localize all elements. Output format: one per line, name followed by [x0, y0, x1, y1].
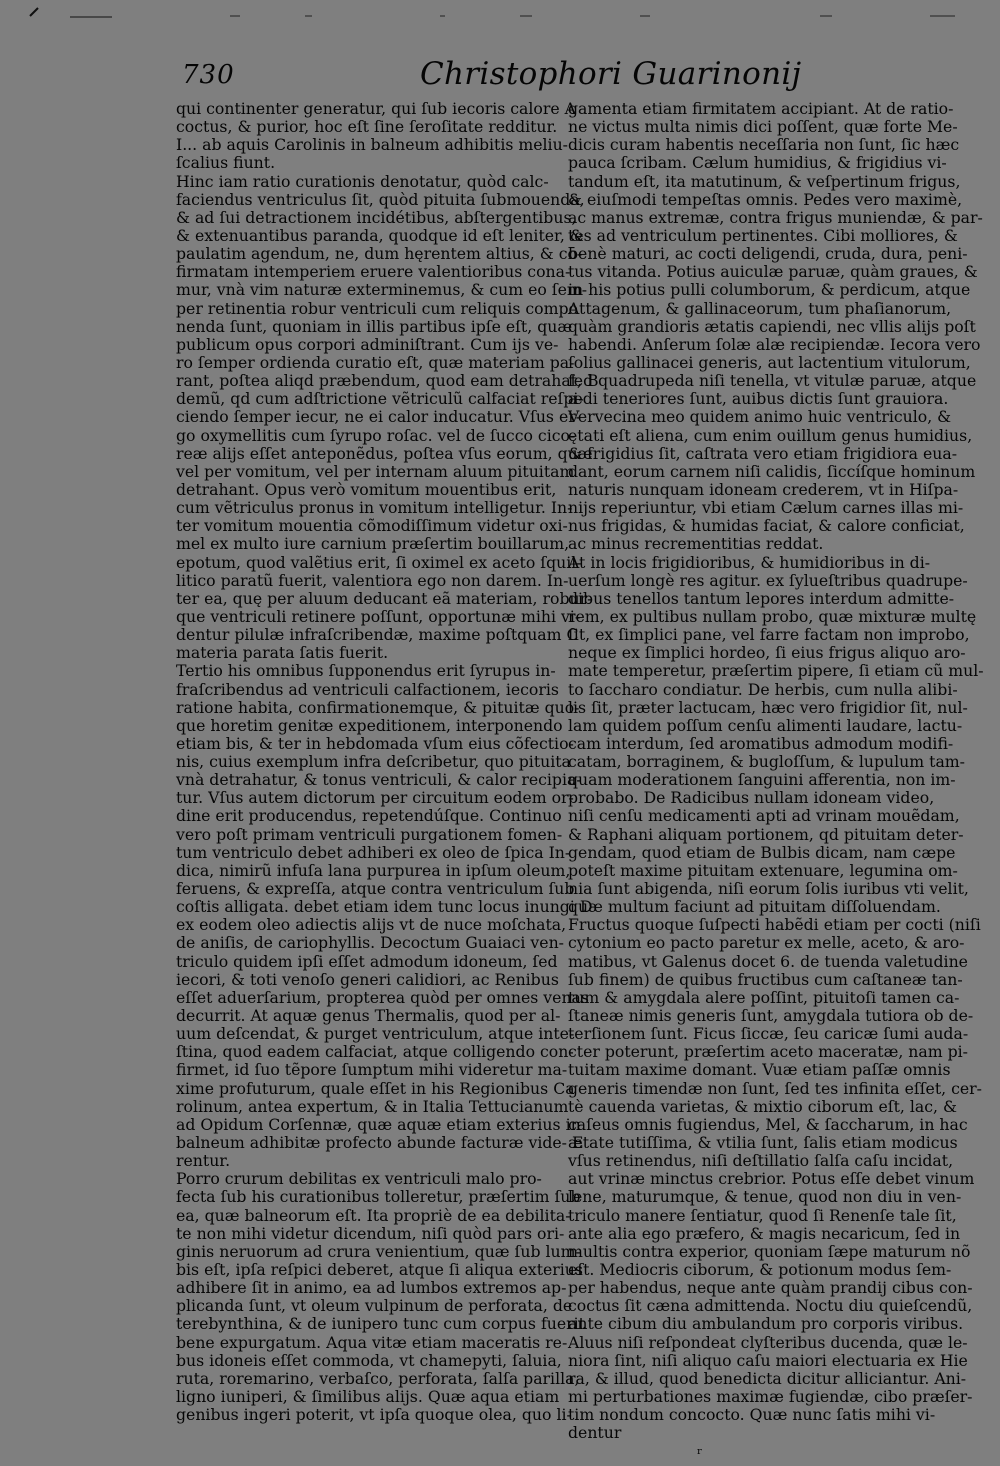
text-line: paulatim agendum, ne, dum hęrentem altius, & cō-	[176, 244, 583, 264]
text-line: ſtaneæ nimis generis ſunt, amygdala tutiora ob de-	[568, 1006, 974, 1026]
text-line: ratione habita, confirmationemque, & pituitæ quo-	[176, 697, 580, 717]
text-line: quam moderationem ſanguini afferentia, non im-	[568, 770, 956, 790]
text-line: adhibere ſit in animo, ea ad lumbos extremos ap-	[176, 1278, 567, 1298]
text-line: pauca ſcribam. Cælum humidius, & frigidius vi-	[568, 153, 947, 173]
text-line: ginis neruorum ad crura venientium, quæ ſub lum-	[176, 1241, 581, 1261]
text-line: tur. Vſus autem dictorum per circuitum eodem or-	[176, 788, 574, 808]
running-head	[0, 50, 1000, 100]
text-line: ruta, roremarino, verbaſco, perforata, ſalſa parilla,	[176, 1368, 580, 1388]
text-line: Attagenum, & gallinaceorum, tum phaſianorum,	[568, 298, 952, 318]
text-line: faciendus ventriculus ſit, quòd pituita ſubmouenda,	[176, 189, 585, 209]
text-line: publicum opus corpori adminiſtrant. Cum ijs ve-	[176, 334, 559, 354]
text-line: probabo. De Radicibus nullam idoneam video,	[568, 788, 935, 808]
text-line: poteſt maxime pituitam extenuare, legumina om-	[568, 860, 958, 880]
text-line: ligno iuniperi, & ſimilibus alijs. Quæ aqua etiam	[176, 1386, 560, 1406]
text-line: tandum eſt, ita matutinum, & veſpertinum frigus,	[568, 171, 961, 191]
left-text-column	[176, 99, 599, 1425]
text-line: niora ſint, niſi aliquo caſu maiori electuaria ex Hie	[568, 1350, 968, 1370]
text-line: benè maturi, ac cocti deligendi, cruda, dura, peni-	[568, 244, 968, 264]
text-line: per retinentia robur ventriculi cum reliquis compo	[176, 298, 578, 318]
text-line: per habendus, neque ante quàm prandij cibus con-	[568, 1278, 973, 1298]
text-line: ętati eſt aliena, cum enim ouillum genus humidius,	[568, 425, 973, 445]
text-line: dibus tenellos tantum lepores interdum admitte-	[568, 588, 955, 608]
text-line: triculo quidem ipſi eſſet admodum idoneum, ſed	[176, 951, 558, 971]
text-line: matibus, vt Galenus docet 6. de tuenda valetudine	[568, 951, 968, 971]
text-line: tè cauenda varietas, & mixtio ciborum eſt, lac, &	[568, 1096, 957, 1116]
text-line: ſed quadrupeda niſi tenella, vt vitulæ paruæ, atque	[568, 371, 977, 391]
text-line: detrahant. Opus verò vomitum mouentibus erit,	[176, 479, 557, 499]
text-line: mi perturbationes maximæ fugiendæ, cibo præſer-	[568, 1386, 973, 1406]
text-line: ter ea, quę per aluum deducant eã materiam, robur-	[176, 588, 593, 608]
text-line: eſt. Mediocris ciborum, & potionum modus ſem-	[568, 1260, 952, 1279]
text-line: dicis curam habentis neceſſaria non ſunt, ſic hæc	[568, 135, 960, 155]
text-line: quæ multum faciunt ad pituitam diſſoluendam.	[568, 897, 941, 917]
text-line: fecta ſub his curationibus tolleretur, præſertim ſub	[176, 1187, 581, 1207]
text-line: firmet, id ſuo tẽpore ſumptum mihi videretur ma-	[176, 1060, 568, 1080]
scan-artifact-mark: ʳ	[697, 1444, 703, 1463]
text-line: tuitam maxime domant. Vuæ etiam paſſæ omnis	[568, 1060, 951, 1080]
scan-artifact-marks	[0, 0, 1000, 40]
text-line: qui continenter generatur, qui ſub iecoris calore A	[176, 99, 576, 118]
text-line: demũ, qd cum adſtrictione vẽtriculũ calfaciat reſpi-	[176, 389, 584, 409]
text-line: balneum adhibitæ profecto abunde facturæ vide- E	[176, 1133, 584, 1153]
text-line: gendam, quod etiam de Bulbis dicam, nam cæpe	[568, 842, 956, 862]
text-line: nis, cuius exemplum infra deſcribetur, quo pituita	[176, 752, 571, 772]
text-line: neque ex ſimplici hordeo, ſi eius frigus aliquo aro-	[568, 643, 966, 663]
text-line: dica, nimirũ infuſa lana purpurea in ipſum oleum,	[176, 860, 571, 880]
text-line: ac minus recrementitias reddat.	[568, 534, 824, 554]
running-title: Christophori Guarinonij	[420, 56, 802, 92]
text-line: in his potius pulli columborum, & perdicum, atque	[568, 280, 971, 300]
text-line: At in locis frigidioribus, & humidioribus in di-	[568, 552, 931, 572]
text-line: que ventriculi retinere poſſunt, opportunæ mihi vi-	[176, 606, 581, 626]
text-line: terſionem ſunt. Ficus ſiccæ, ſeu caricæ ſumi auda-	[568, 1024, 969, 1044]
text-line: dine erit producendus, repetendúſque. Continuo	[176, 806, 562, 826]
text-line: caſeus omnis fugiendus, Mel, & ſaccharum, in hac	[568, 1114, 968, 1134]
text-line: fraſcribendus ad ventriculi calfactionem, iecoris	[176, 679, 559, 699]
text-line: ſtina, quod eadem calfaciat, atque colligendo con-	[176, 1042, 574, 1062]
text-line: naturis nunquam idoneam crederem, vt in Hiſpa-	[568, 479, 959, 499]
text-line: habendi. Anſerum ſolæ alæ recipiendæ. Iecora vero	[568, 334, 981, 354]
text-line: Aluus niſi reſpondeat clyſteribus ducenda, quæ le-	[568, 1332, 968, 1352]
text-line: litico paratũ fuerit, valentiora ego non darem. In-	[176, 570, 569, 590]
text-line: que horetim genitæ expeditionem, interponendo	[176, 715, 563, 735]
text-line: Fructus quoque ſuſpecti habẽdi etiam per cocti (niſi	[568, 915, 981, 935]
text-line: tus vitanda. Potius auiculæ paruæ, quàm graues, &	[568, 262, 978, 282]
text-line: mate temperetur, præſertim pipere, ſi etiam cũ mul-	[568, 661, 984, 681]
text-line: plicanda ſunt, vt oleum vulpinum de perforata, de	[176, 1296, 573, 1316]
text-line: tum & amygdala alere poſſint, pituitoſi tamen ca-	[568, 987, 960, 1007]
text-line: rolinum, antea expertum, & in Italia Tettucianum	[176, 1096, 569, 1116]
text-line: to ſaccharo condiatur. De herbis, cum nulla alibi-	[568, 679, 958, 699]
text-line: & extenuantibus paranda, quodque id eſt leniter, &	[176, 225, 584, 245]
text-line: ſub finem) de quibus fructibus cum caſtaneæ tan-	[568, 969, 963, 989]
text-line: cytonium eo pacto paretur ex melle, aceto, & aro-	[568, 933, 965, 953]
text-line: tim nondum concocto. Quæ nunc ſatis mihi vi-	[568, 1405, 936, 1425]
text-line: quàm grandioris ætatis capiendi, nec vllis alijs poſt	[568, 316, 976, 336]
text-line: mur, vnà vim naturæ exterminemus, & cum eo ſem-	[176, 280, 588, 300]
text-line: rant, poſtea aliqd præbendum, quod eam detrahat, B	[176, 371, 599, 391]
text-line: uum deſcendat, & purget ventriculum, atque inte-	[176, 1024, 575, 1044]
page-number: 730	[182, 60, 235, 90]
text-line: tes ad ventriculum pertinentes. Cibi molliores, &	[568, 225, 958, 245]
text-line: iecori, & toti venoſo generi calidiori, ac Renibus	[176, 969, 559, 989]
text-line: generis timendæ non ſunt, ſed tes infinita eſſet, cer-	[568, 1078, 982, 1098]
text-line: ædi teneriores ſunt, auibus dictis ſunt grauiora.	[568, 389, 949, 409]
text-line: cam interdum, ſed aromatibus admodum modifi-	[568, 733, 954, 753]
text-line: ter vomitum mouentia cõmodiſſimum videtur oxi-	[176, 516, 568, 536]
text-line: cter poterunt, præſertim aceto maceratæ, nam pi-	[568, 1042, 968, 1062]
text-line: nenda ſunt, quoniam in illis partibus ipſe eſt, quæ	[176, 316, 573, 336]
text-line: genibus ingeri poterit, vt ipſa quoque olea, quo li-	[176, 1405, 572, 1425]
text-line: ſcalius fiunt.	[176, 153, 276, 173]
text-line: materia parata ſatis fuerit.	[176, 643, 389, 663]
text-line: vero poſt primam ventriculi purgationem fomen-	[176, 824, 563, 844]
text-line: Hinc iam ratio curationis denotatur, quòd calc-	[176, 171, 549, 191]
text-line: nus frigidas, & humidas faciat, & calore conficiat,	[568, 516, 965, 536]
text-line: lene, maturumque, & tenue, quod non diu in ven-	[568, 1187, 962, 1207]
text-line: ſolius gallinacei generis, aut lactentium vitulorum,	[568, 352, 971, 372]
text-line: Tertio his omnibus ſupponendus erit ſyrupus in-	[176, 661, 556, 681]
text-line: cum vẽtriculus pronus in vomitum intelligetur. In-	[176, 498, 573, 518]
text-line: coctus ſit cæna admittenda. Noctu diu quieſcendũ,	[568, 1296, 973, 1316]
text-line: epotum, quod valẽtius erit, ſi oximel ex aceto ſquil-	[176, 552, 582, 572]
text-line: mel ex multo iure carnium præſertim bouillarum,	[176, 534, 570, 554]
text-line: coſtis alligata. debet etiam idem tunc locus inungi D	[176, 897, 593, 917]
text-line: te non mihi videtur dicendum, niſi quòd pars ori-	[176, 1223, 565, 1243]
text-line: ac manus extremæ, contra frigus muniendæ, & par-	[568, 207, 983, 227]
right-text-column	[568, 99, 984, 1443]
text-line: lam quidem poſſum cenſu alimenti laudare, lactu-	[568, 715, 963, 735]
text-line: niſi cenſu medicamenti apti ad vrinam mouẽdam,	[568, 806, 960, 826]
text-line: nijs reperiuntur, vbi etiam Cælum carnes illas mi-	[568, 498, 964, 518]
text-line: firmatam intemperiem eruere valentioribus cona-	[176, 262, 571, 282]
text-line: xime profuturum, quale eſſet in his Regionibus Ca	[176, 1078, 575, 1098]
text-line: rem, ex pultibus nullam probo, quæ mixturæ multę	[568, 606, 977, 626]
text-line: ne victus multa nimis dici poſſent, quæ forte Me-	[568, 117, 958, 137]
text-line: aut vrinæ minctus crebrior. Potus eſſe debet vinum	[568, 1169, 975, 1189]
scan-mark	[30, 8, 38, 16]
text-line: ro ſemper ordienda curatio eſt, quæ materiam pa-	[176, 352, 575, 372]
text-line: vnà detrahatur, & tonus ventriculi, & calor recipia-	[176, 770, 582, 790]
text-line: I... ab aquis Carolinis in balneum adhibitis meliu-	[176, 135, 568, 155]
text-line: vel per vomitum, vel per internam aluum pituitam	[176, 461, 575, 481]
text-line: ætate tutiſſima, & vtilia ſunt, ſalis etiam modicus	[568, 1133, 958, 1153]
text-line: & ad ſui detractionem incidétibus, abſtergentibus,	[176, 207, 577, 227]
text-line: triculo manere ſentiatur, quod ſi Renenſe tale ſit,	[568, 1205, 957, 1225]
text-line: terebynthina, & de iunipero tunc cum corpus fuerit	[176, 1314, 585, 1334]
text-line: ante cibum diu ambulandum pro corporis viribus.	[568, 1314, 964, 1334]
text-line: dentur pilulæ infraſcribendæ, maxime poſtquam C	[176, 625, 579, 645]
text-line: go oxymellitis cum ſyrupo roſac. vel de ſucco cico-	[176, 425, 576, 445]
text-line: decurrit. At aquæ genus Thermalis, quod per al-	[176, 1006, 561, 1026]
text-line: multis contra experior, quoniam ſæpe maturum nõ	[568, 1241, 971, 1261]
text-line: feruens, & expreſſa, atque contra ventriculum ſub	[176, 879, 575, 899]
text-line: ex eodem oleo adiectis alijs vt de nuce moſchata,	[176, 915, 567, 935]
text-line: bus idoneis eſſet commoda, vt chamepyti, ſaluia,	[176, 1350, 562, 1370]
text-line: lis ſit, præter lactucam, hæc vero frigidior ſit, nul-	[568, 697, 968, 717]
text-line: & Raphani aliquam portionem, qd pituitam deter-	[568, 824, 964, 844]
text-line: nia ſunt abigenda, niſi eorum ſolis iuribus vti velit,	[568, 879, 969, 899]
text-line: tum ventriculo debet adhiberi ex oleo de ſpica In-	[176, 842, 571, 862]
text-line: bis eſt, ipſa reſpici deberet, atque ſi aliqua exterius	[176, 1260, 583, 1279]
text-line: de aniſis, de cariophyllis. Decoctum Guaiaci ven-	[176, 933, 564, 953]
text-line: vſus retinendus, niſi deſtillatio ſalſa caſu incidat,	[568, 1151, 954, 1171]
text-line: gamenta etiam firmitatem accipiant. At de ratio-	[568, 99, 954, 118]
text-line: ante alia ego præfero, & magis necaricum, ſed in	[568, 1223, 961, 1243]
text-line: Porro crurum debilitas ex ventriculi malo pro-	[176, 1169, 542, 1189]
text-line: ra, & illud, quod benedicta dicitur alliciantur. Ani-	[568, 1368, 967, 1388]
text-line: reæ alijs eſſet anteponẽdus, poſtea vſus eorum, quæ	[176, 443, 593, 463]
text-line: ad Opidum Corſennæ, quæ aquæ etiam exterius in	[176, 1114, 581, 1134]
text-line: eſſet aduerſarium, propterea quòd per omnes venas	[176, 987, 589, 1007]
text-line: dant, eorum carnem niſi calidis, ſiccíſque hominum	[568, 461, 976, 481]
text-line: bene expurgatum. Aqua vitæ etiam maceratis re-	[176, 1332, 568, 1352]
text-line: coctus, & purior, hoc eſt ſine ſeroſitate redditur.	[176, 117, 558, 137]
text-line: uerſum longè res agitur. ex ſylueſtribus quadrupe-	[568, 570, 968, 590]
text-line: & frigidius ſit, caſtrata vero etiam frigidiora eua-	[568, 443, 958, 463]
text-line: catam, borraginem, & bugloſſum, & lupulum tam-	[568, 752, 965, 772]
text-line: dentur	[568, 1423, 622, 1443]
text-line: ſit, ex ſimplici pane, vel farre factam non improbo,	[568, 625, 970, 645]
text-line: & eiuſmodi tempeſtas omnis. Pedes vero maximè,	[568, 189, 963, 209]
text-line: ea, quæ balneorum eſt. Ita propriè de ea debilita-	[176, 1205, 571, 1225]
text-line: Vervecina meo quidem animo huic ventriculo, &	[568, 407, 952, 427]
text-line: rentur.	[176, 1151, 231, 1171]
text-line: etiam bis, & ter in hebdomada vſum eius cõfectio-	[176, 733, 574, 753]
text-line: ciendo ſemper iecur, ne ei calor inducatur. Vſus er-	[176, 407, 582, 427]
